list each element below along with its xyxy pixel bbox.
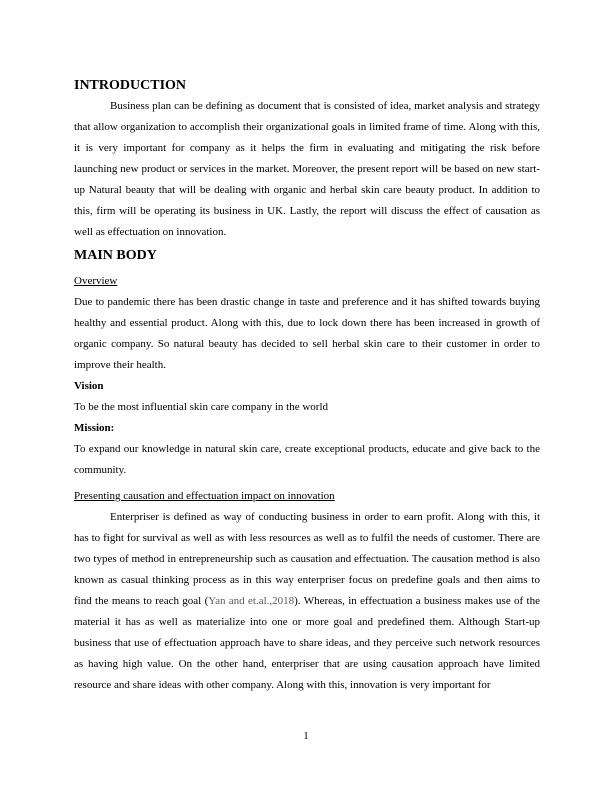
overview-title: Overview xyxy=(74,275,118,287)
causation-text-part1: Enterpriser is defined as way of conducting business in order to earn profit. Along with this, it has to fight for survival as well as with less resources as well as to fulfil the needs of customer. There are two types of method in entrepreneurship such as causation and effectuation. The causation method is also known as casual thinking process as in this way enterpriser focus on predefine goals and then aims to find the means to reach goal ( xyxy=(74,511,540,607)
overview-paragraph: Due to pandemic there has been drastic change in taste and preference and it has shifted towards buying healthy and essential product. Along with this, due to lock down there has been increased in growth of organic company. So natural beauty has decided to sell herbal skin care to their customer in order to improve their health. xyxy=(74,296,540,371)
introduction-heading: INTRODUCTION xyxy=(74,78,187,93)
causation-paragraph xyxy=(74,507,540,696)
main-body-heading: MAIN BODY xyxy=(74,248,157,263)
vision-text: To be the most influential skin care company in the world xyxy=(74,401,328,413)
citation: Yan and et.al.,2018 xyxy=(208,595,295,607)
mission-text: To expand our knowledge in natural skin care, create exceptional products, educate and give back to the community. xyxy=(74,443,540,476)
causation-title: Presenting causation and effectuation impact on innovation xyxy=(74,490,335,502)
page-content xyxy=(74,77,540,696)
mission-label: Mission: xyxy=(74,422,115,434)
causation-text-part2: ). Whereas, in effectuation a business makes use of the material it has as well as materialize into one or more goal and predefined them. Although Start-up business that use of effectuation approach have to share ideas, and they perceive such network resources as having high value. On the other hand, enterpriser that are using causation approach have limited resource and share ideas with other company. Along with this, innovation is very important for xyxy=(74,595,540,691)
page-number: 1 xyxy=(303,730,309,742)
vision-label: Vision xyxy=(74,380,104,392)
introduction-paragraph: Business plan can be defining as document that is consisted of idea, market analysis and strategy that allow organization to accomplish their organizational goals in limited frame of time. Along with this, it is very important for company as it helps the firm in evaluating and mitigating the risk before launching new product or services in the market. Moreover, the present report will be based on new start-up Natural beauty that will be dealing with organic and herbal skin care beauty product. In addition to this, firm will be operating its business in UK. Lastly, the report will discuss the effect of causation as well as effectuation on innovation. xyxy=(74,100,540,238)
